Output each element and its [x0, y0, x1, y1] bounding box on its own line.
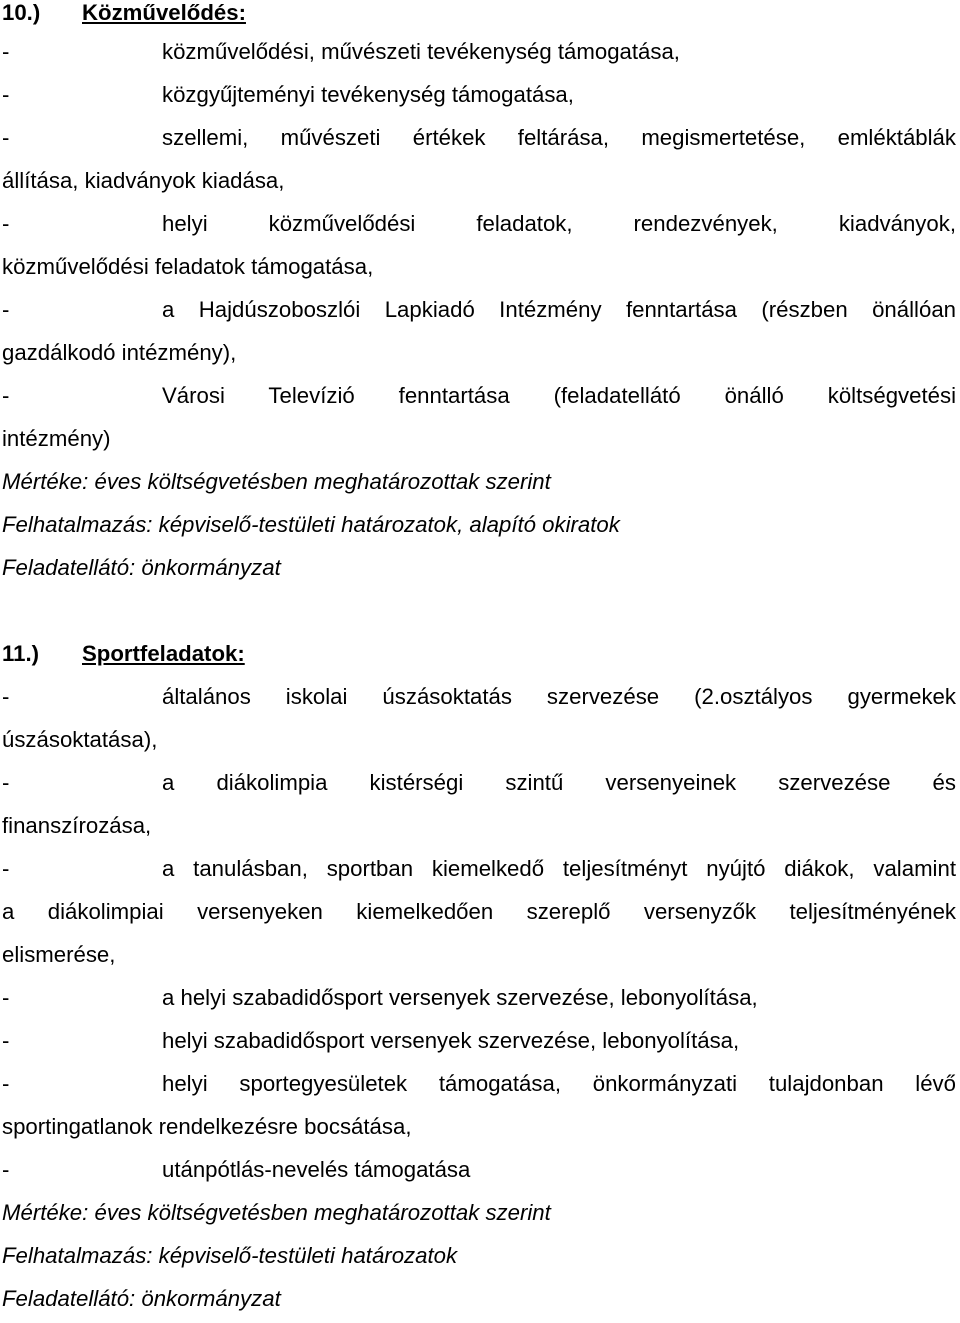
list-item-continuation: úszásoktatása), [2, 727, 158, 752]
list-item [2, 976, 956, 1019]
list-dash: - [2, 1071, 10, 1096]
list-item [2, 116, 956, 159]
list-dash: - [2, 297, 10, 322]
list-item [2, 30, 956, 73]
list-item-continuation: elismerése, [2, 942, 116, 967]
list-item-continuation: sportingatlanok rendelkezésre bocsátása, [2, 1114, 412, 1139]
section-heading [2, 632, 956, 675]
list-item-text: helyi szabadidősport versenyek szervezése, lebonyolítása, [162, 1028, 740, 1053]
list-item-text: Városi Televízió fenntartása (feladatellátó önálló költségvetési [162, 383, 956, 408]
list-item-text: közművelődési, művészeti tevékenység támogatása, [162, 39, 680, 64]
list-item-text: szellemi, művészeti értékek feltárása, megismertetése, emléktáblák [162, 125, 956, 150]
list-dash: - [2, 1028, 10, 1053]
section-number: 11.) [2, 641, 40, 666]
list-dash: - [2, 985, 10, 1010]
list-item [2, 374, 956, 417]
authorization-text: Felhatalmazás: képviselő-testületi határozatok, alapító okiratok [2, 512, 620, 537]
list-item-continuation: állítása, kiadványok kiadása, [2, 168, 285, 193]
authorization-text: Felhatalmazás: képviselő-testületi határozatok [2, 1243, 458, 1268]
list-item-continuation: gazdálkodó intézmény), [2, 340, 237, 365]
list-item-text: általános iskolai úszásoktatás szervezése (2.osztályos gyermekek [162, 684, 956, 709]
list-item-text: közgyűjteményi tevékenység támogatása, [162, 82, 574, 107]
performer-text: Feladatellátó: önkormányzat [2, 555, 281, 580]
list-item [2, 202, 956, 245]
list-item-text: utánpótlás-nevelés támogatása [162, 1157, 471, 1182]
list-dash: - [2, 770, 10, 795]
list-item [2, 1062, 956, 1105]
list-item [2, 1019, 956, 1062]
section-title: Sportfeladatok: [82, 641, 245, 666]
list-item [2, 1148, 956, 1191]
list-dash: - [2, 684, 10, 709]
list-item [2, 288, 956, 331]
section-heading [2, 0, 956, 30]
list-item-continuation: közművelődési feladatok támogatása, [2, 254, 374, 279]
list-item-text: a tanulásban, sportban kiemelkedő teljesítményt nyújtó diákok, valamint [162, 856, 956, 881]
measure-text: Mértéke: éves költségvetésben meghatározottak szerint [2, 469, 551, 494]
list-item [2, 847, 956, 890]
document-page [2, 0, 956, 1320]
list-item-continuation-justified [2, 890, 956, 933]
list-item-continuation: finanszírozása, [2, 813, 152, 838]
list-dash: - [2, 856, 10, 881]
list-item-text: helyi sportegyesületek támogatása, önkormányzati tulajdonban lévő [162, 1071, 956, 1096]
list-item [2, 761, 956, 804]
list-dash: - [2, 125, 10, 150]
list-dash: - [2, 211, 10, 236]
list-item [2, 675, 956, 718]
section-title: Közművelődés: [82, 0, 246, 25]
list-item-continuation: intézmény) [2, 426, 111, 451]
list-item-text: helyi közművelődési feladatok, rendezvények, kiadványok, [162, 211, 956, 236]
performer-text: Feladatellátó: önkormányzat [2, 1286, 281, 1311]
list-item-continuation: a diákolimpiai versenyeken kiemelkedően szereplő versenyzők teljesítményének [2, 899, 956, 924]
list-dash: - [2, 82, 10, 107]
section-number: 10.) [2, 0, 41, 25]
list-item-text: a helyi szabadidősport versenyek szervezése, lebonyolítása, [162, 985, 758, 1010]
list-dash: - [2, 383, 10, 408]
list-item [2, 73, 956, 116]
list-dash: - [2, 39, 10, 64]
list-item-text: a diákolimpia kistérségi szintű versenyeinek szervezése és [162, 770, 956, 795]
measure-text: Mértéke: éves költségvetésben meghatározottak szerint [2, 1200, 551, 1225]
list-item-text: a Hajdúszoboszlói Lapkiadó Intézmény fenntartása (részben önállóan [162, 297, 956, 322]
section-spacer [2, 589, 956, 632]
list-dash: - [2, 1157, 10, 1182]
